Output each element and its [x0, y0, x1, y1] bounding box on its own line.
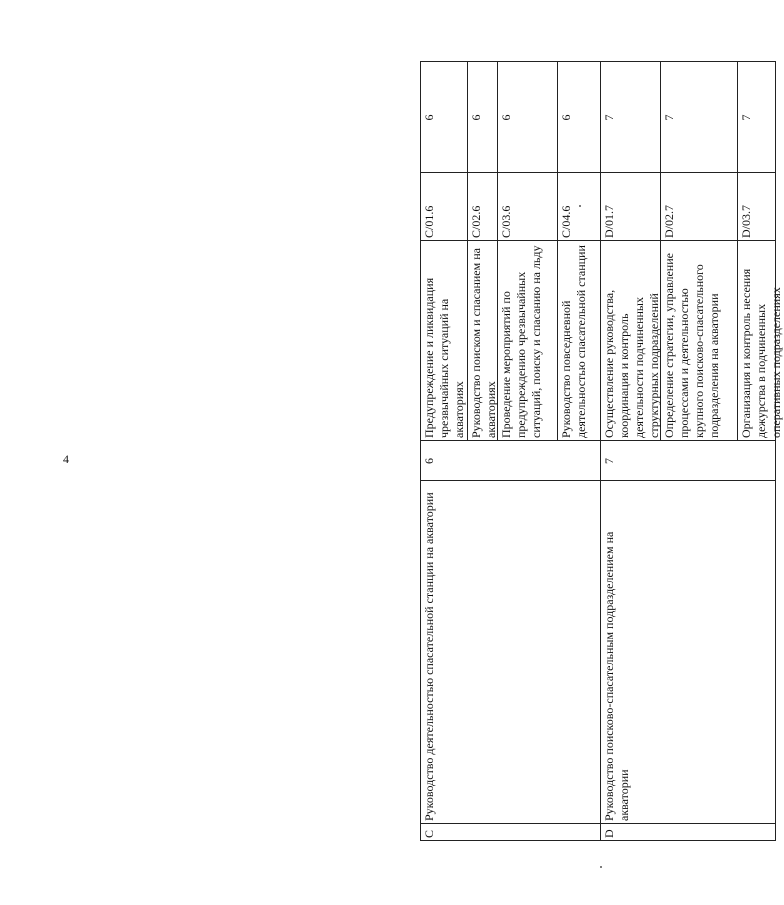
table-border [420, 61, 421, 841]
row-level: 7 [602, 458, 616, 464]
table-border [557, 61, 558, 441]
table-border [420, 440, 776, 441]
table-border [420, 240, 776, 241]
function-name: Руководство повседневной деятельностью спасательной станции [559, 245, 588, 438]
function-code: D/01.7 [602, 205, 616, 238]
row-code: D [602, 829, 616, 838]
scan-speck [600, 866, 602, 868]
function-name: Осуществление руководства, координация и контроль деятельности подчиненных структурных подразделений [602, 289, 661, 438]
table-border [420, 823, 776, 824]
function-code: C/03.6 [499, 205, 513, 238]
function-code: C/02.6 [469, 205, 483, 238]
row-level: 6 [422, 458, 436, 464]
table-border [467, 61, 468, 441]
table-border [420, 840, 776, 841]
function-name: Проведение мероприятий по предупреждению чрезвычайных ситуаций, поиску и спасанию на льду [499, 245, 543, 438]
rotated-table [420, 61, 783, 841]
function-level: 7 [739, 114, 753, 121]
function-level: 6 [469, 114, 483, 121]
function-level: 7 [602, 114, 616, 121]
row-name: Руководство поисково-спасательным подразделением на акватории [602, 531, 631, 821]
function-level: 6 [499, 114, 513, 121]
function-code: D/02.7 [662, 205, 676, 238]
function-level: 6 [559, 114, 573, 121]
scan-speck [579, 205, 581, 207]
function-name: Предупреждение и ликвидация чрезвычайных ситуаций на акваториях [422, 277, 466, 438]
table-border [420, 480, 776, 481]
page-number: 4 [63, 452, 69, 466]
table-border [737, 61, 738, 441]
function-level: 7 [662, 114, 676, 121]
function-name: Организация и контроль несения дежурства в подчиненных оперативных подразделениях [739, 268, 783, 438]
function-code: C/01.6 [422, 205, 436, 238]
function-name: Определение стратегии, управление процессами и деятельностью крупного поисково-спасательного подразделения на акватории [662, 253, 721, 438]
function-level: 6 [422, 114, 436, 121]
function-code: C/04.6 [559, 205, 573, 238]
table-border [600, 61, 601, 841]
function-code: D/03.7 [739, 205, 753, 238]
table-border [775, 61, 776, 841]
function-name: Руководство поиском и спасанием на акваториях [469, 248, 498, 438]
row-code: C [422, 829, 436, 838]
row-name: Руководство деятельностью спасательной станции на акватории [422, 492, 436, 821]
